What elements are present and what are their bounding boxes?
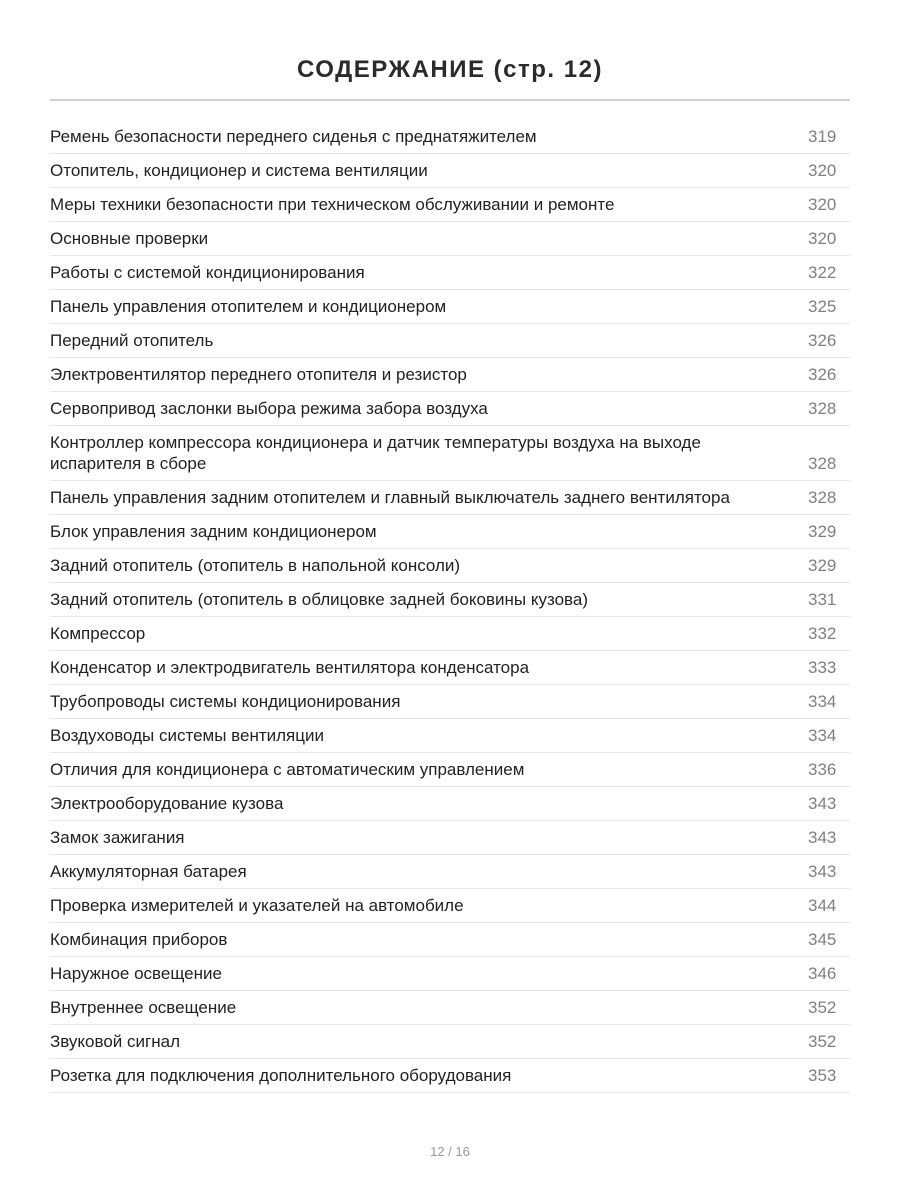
toc-entry-page: 352 bbox=[808, 1032, 837, 1051]
toc-entry-page: 344 bbox=[808, 896, 837, 915]
toc-entry-title: Розетка для подключения дополнительного оборудования bbox=[50, 1066, 512, 1085]
toc-entry-page: 352 bbox=[808, 998, 837, 1017]
toc-entry-page: 328 bbox=[808, 454, 837, 473]
toc-entry-page: 333 bbox=[808, 658, 837, 677]
toc-entry[interactable] bbox=[50, 222, 850, 256]
toc-entry-title: Конденсатор и электродвигатель вентилятора конденсатора bbox=[50, 658, 530, 677]
toc-entry-page: 320 bbox=[808, 161, 837, 180]
toc-entry[interactable] bbox=[50, 1025, 850, 1059]
toc-entry-title: Меры техники безопасности при техническом обслуживании и ремонте bbox=[50, 195, 615, 214]
toc-entry[interactable] bbox=[50, 392, 850, 426]
toc-entry-title: Звуковой сигнал bbox=[50, 1032, 180, 1051]
toc-entry[interactable] bbox=[50, 426, 850, 481]
toc-entry-title: Воздуховоды системы вентиляции bbox=[50, 726, 324, 745]
toc-entry-page: 328 bbox=[808, 488, 837, 507]
toc-entry-page: 320 bbox=[808, 195, 837, 214]
toc-entry-page: 353 bbox=[808, 1066, 837, 1085]
toc-entry[interactable] bbox=[50, 787, 850, 821]
table-of-contents bbox=[50, 120, 850, 1093]
toc-entry-page: 322 bbox=[808, 263, 837, 282]
toc-entry-title: Замок зажигания bbox=[50, 828, 185, 847]
toc-entry-title: Сервопривод заслонки выбора режима забора воздуха bbox=[50, 399, 488, 418]
toc-entry-title: Ремень безопасности переднего сиденья с преднатяжителем bbox=[50, 127, 537, 146]
toc-entry[interactable] bbox=[50, 923, 850, 957]
toc-entry-page: 346 bbox=[808, 964, 837, 983]
toc-entry[interactable] bbox=[50, 481, 850, 515]
toc-entry[interactable] bbox=[50, 324, 850, 358]
toc-entry-title: Панель управления отопителем и кондиционером bbox=[50, 297, 447, 316]
toc-entry[interactable] bbox=[50, 889, 850, 923]
toc-entry[interactable] bbox=[50, 256, 850, 290]
toc-entry[interactable] bbox=[50, 617, 850, 651]
toc-entry-title: Внутреннее освещение bbox=[50, 998, 237, 1017]
toc-entry[interactable] bbox=[50, 120, 850, 154]
toc-entry-page: 332 bbox=[808, 624, 837, 643]
toc-entry-page: 343 bbox=[808, 862, 837, 881]
toc-entry[interactable] bbox=[50, 685, 850, 719]
toc-entry-title: Компрессор bbox=[50, 624, 146, 643]
toc-entry-page: 319 bbox=[808, 127, 837, 146]
toc-entry-title: Блок управления задним кондиционером bbox=[50, 522, 377, 541]
toc-entry[interactable] bbox=[50, 358, 850, 392]
toc-entry[interactable] bbox=[50, 188, 850, 222]
toc-entry-page: 329 bbox=[808, 556, 837, 575]
toc-entry[interactable] bbox=[50, 583, 850, 617]
toc-entry-page: 343 bbox=[808, 828, 837, 847]
toc-entry-title: Задний отопитель (отопитель в напольной консоли) bbox=[50, 556, 461, 575]
toc-entry-title: Панель управления задним отопителем и главный выключатель заднего вентилятора bbox=[50, 488, 730, 507]
toc-entry-page: 334 bbox=[808, 726, 837, 745]
toc-entry-page: 331 bbox=[808, 590, 837, 609]
toc-entry-page: 320 bbox=[808, 229, 837, 248]
toc-entry[interactable] bbox=[50, 1059, 850, 1093]
toc-entry-title: Электрооборудование кузова bbox=[50, 794, 284, 813]
toc-entry-title: Трубопроводы системы кондиционирования bbox=[50, 692, 401, 711]
toc-entry[interactable] bbox=[50, 821, 850, 855]
toc-entry[interactable] bbox=[50, 719, 850, 753]
toc-entry[interactable] bbox=[50, 991, 850, 1025]
toc-entry-title: Отопитель, кондиционер и система вентиляции bbox=[50, 161, 428, 180]
toc-entry-title: Аккумуляторная батарея bbox=[50, 862, 247, 881]
toc-entry[interactable] bbox=[50, 855, 850, 889]
title-divider bbox=[50, 99, 850, 101]
toc-entry-title: Задний отопитель (отопитель в облицовке задней боковины кузова) bbox=[50, 590, 588, 609]
toc-entry-page: 328 bbox=[808, 399, 837, 418]
toc-entry-title: Отличия для кондиционера с автоматическим управлением bbox=[50, 760, 525, 779]
toc-entry-page: 326 bbox=[808, 331, 837, 350]
toc-entry-page: 326 bbox=[808, 365, 837, 384]
toc-entry-page: 336 bbox=[808, 760, 837, 779]
toc-entry-title: Основные проверки bbox=[50, 229, 209, 248]
toc-entry-page: 343 bbox=[808, 794, 837, 813]
toc-entry[interactable] bbox=[50, 957, 850, 991]
toc-entry-title: Передний отопитель bbox=[50, 331, 214, 350]
toc-entry-title: Проверка измерителей и указателей на автомобиле bbox=[50, 896, 464, 915]
toc-entry-page: 345 bbox=[808, 930, 837, 949]
toc-entry-page: 334 bbox=[808, 692, 837, 711]
toc-entry[interactable] bbox=[50, 515, 850, 549]
toc-entry[interactable] bbox=[50, 753, 850, 787]
toc-entry[interactable] bbox=[50, 549, 850, 583]
toc-entry-title: Работы с системой кондиционирования bbox=[50, 263, 365, 282]
toc-entry-title: Наружное освещение bbox=[50, 964, 222, 983]
page-title: СОДЕРЖАНИЕ (стр. 12) bbox=[297, 56, 603, 84]
toc-entry[interactable] bbox=[50, 651, 850, 685]
toc-entry-page: 329 bbox=[808, 522, 837, 541]
toc-entry-title: Контроллер компрессора кондиционера и датчик температуры воздуха на выходе испарителя в сборе bbox=[50, 433, 701, 473]
toc-entry-title: Электровентилятор переднего отопителя и резистор bbox=[50, 365, 467, 384]
toc-entry-title: Комбинация приборов bbox=[50, 930, 228, 949]
page-indicator: 12 / 16 bbox=[430, 1144, 470, 1159]
toc-entry-page: 325 bbox=[808, 297, 837, 316]
toc-entry[interactable] bbox=[50, 154, 850, 188]
toc-entry[interactable] bbox=[50, 290, 850, 324]
